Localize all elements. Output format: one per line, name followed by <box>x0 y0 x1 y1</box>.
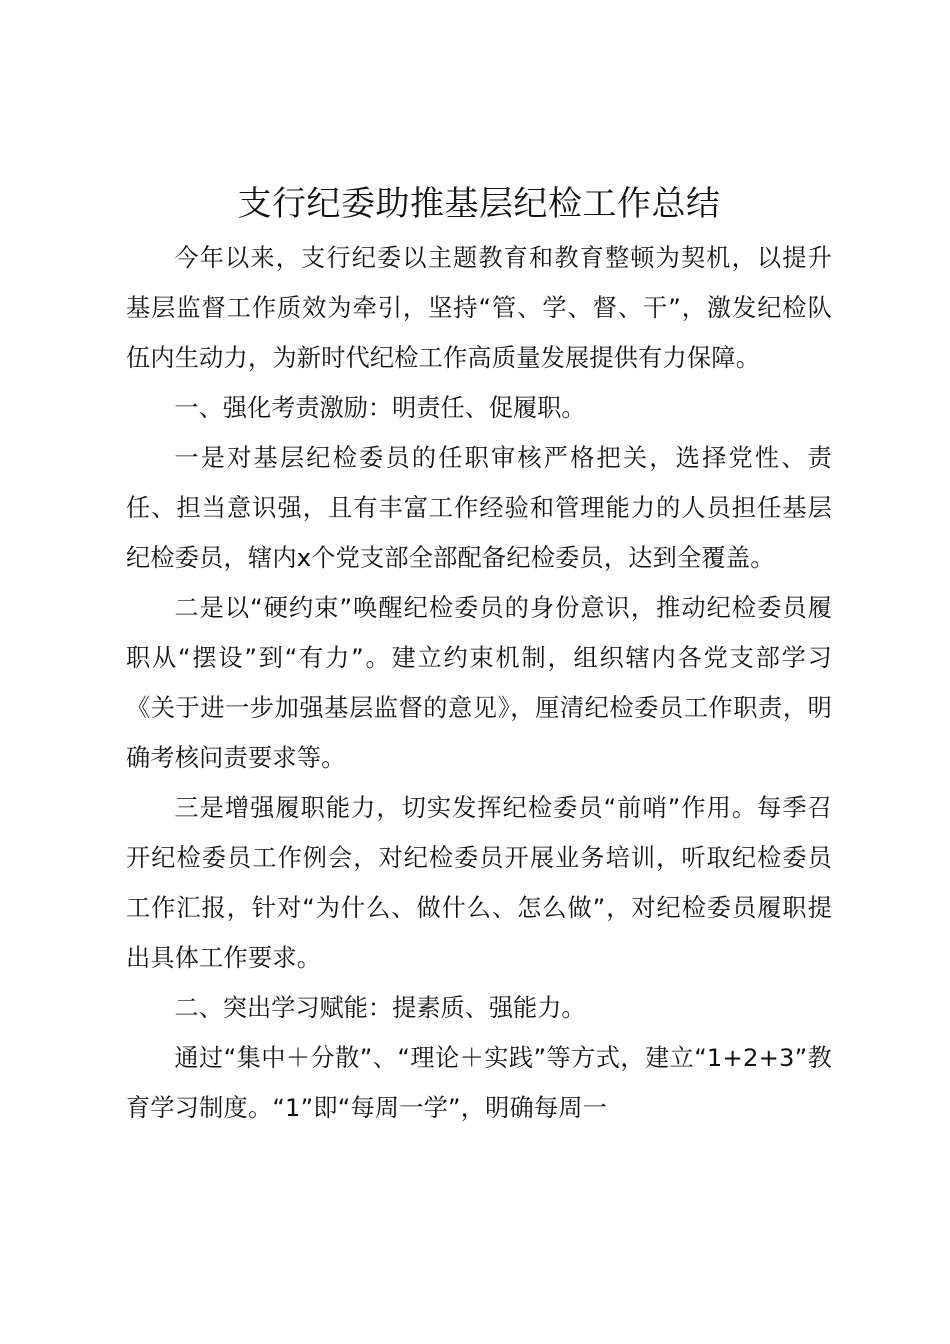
section-1-paragraph-2: 二是以“硬约束”唤醒纪检委员的身份意识，推动纪检委员履职从“摆设”到“有力”。建立约束机制，组织辖内各党支部学习《关于进一步加强基层监督的意见》，厘清纪检委员工作职责，明确考核问责要求等。 <box>126 594 832 772</box>
document-page <box>126 178 832 1133</box>
section-1-heading: 一、强化考责激励：明责任、促履职。 <box>174 394 586 422</box>
section-2-paragraph-1: 通过“集中＋分散”、“理论＋实践”等方式，建立“1+2+3”教育学习制度。“1”即“每周一学”，明确每周一 <box>126 1044 832 1122</box>
section-1-paragraph-3: 三是增强履职能力，切实发挥纪检委员“前哨”作用。每季召开纪检委员工作例会，对纪检委员开展业务培训，听取纪检委员工作汇报，针对“为什么、做什么、怎么做”，对纪检委员履职提出具体工作要求。 <box>126 794 832 972</box>
section-1-paragraph-1: 一是对基层纪检委员的任职审核严格把关，选择党性、责任、担当意识强，且有丰富工作经验和管理能力的人员担任基层纪检委员，辖内x个党支部全部配备纪检委员，达到全覆盖。 <box>126 444 832 572</box>
document-title: 支行纪委助推基层纪检工作总结 <box>237 184 721 224</box>
intro-paragraph: 今年以来，支行纪委以主题教育和教育整顿为契机，以提升基层监督工作质效为牵引，坚持“管、学、督、干”，激发纪检队伍内生动力，为新时代纪检工作高质量发展提供有力保障。 <box>126 244 832 372</box>
section-2-heading: 二、突出学习赋能：提素质、强能力。 <box>174 994 586 1022</box>
